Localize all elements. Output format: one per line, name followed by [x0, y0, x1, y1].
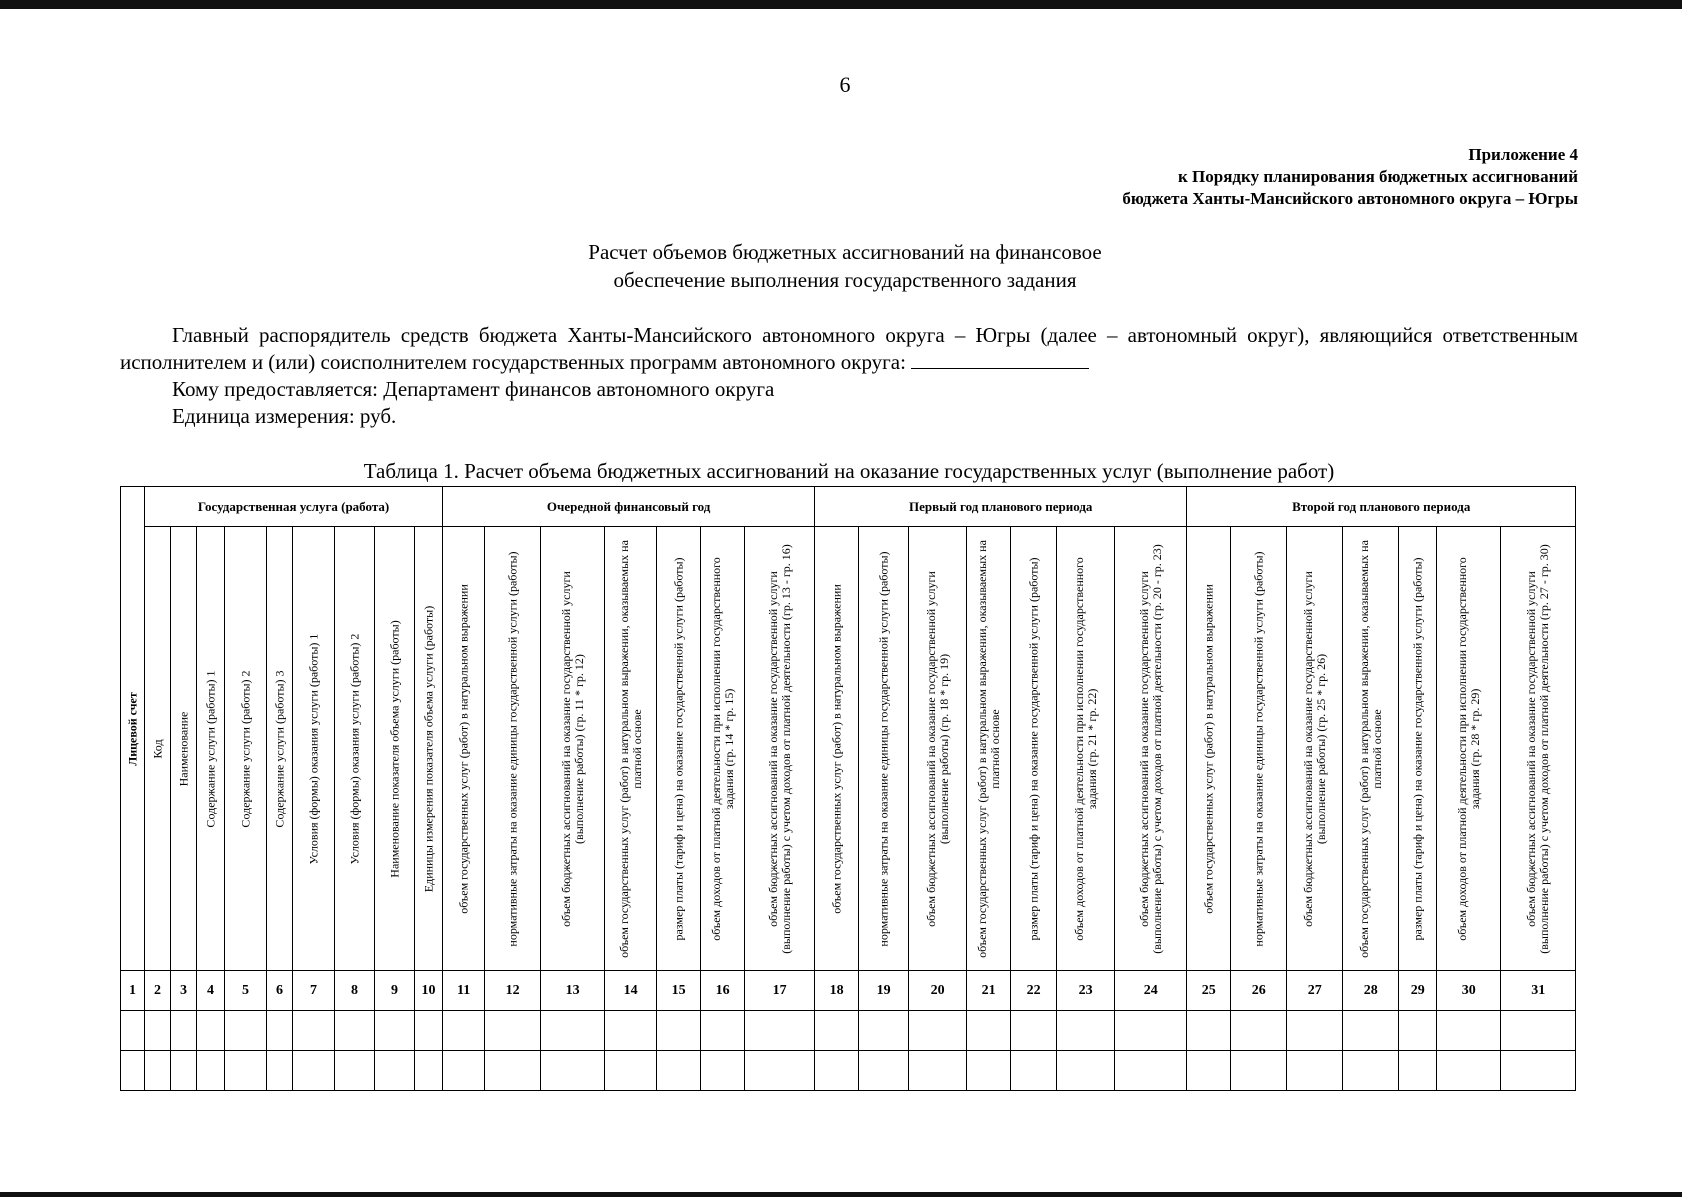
column-header-label: размер платы (тариф и цена) на оказание государственной услуги (работы)	[1026, 556, 1041, 941]
table-cell[interactable]	[1057, 1051, 1115, 1091]
column-header	[375, 527, 415, 971]
column-header	[605, 527, 657, 971]
table-cell[interactable]	[967, 1051, 1011, 1091]
column-header	[267, 527, 293, 971]
table-cell[interactable]	[485, 1051, 541, 1091]
table-cell[interactable]	[1011, 1011, 1057, 1051]
table-cell[interactable]	[415, 1051, 443, 1091]
calculation-table	[120, 486, 1576, 1091]
column-header	[859, 527, 909, 971]
column-number: 14	[605, 971, 657, 1011]
table-cell[interactable]	[145, 1011, 171, 1051]
column-number: 30	[1437, 971, 1501, 1011]
appendix-line-3: бюджета Ханты-Мансийского автономного округа – Югры	[1122, 189, 1578, 208]
table-cell[interactable]	[485, 1011, 541, 1051]
column-header	[909, 527, 967, 971]
table-row	[121, 1051, 1576, 1091]
table-cell[interactable]	[1287, 1011, 1343, 1051]
table-cell[interactable]	[1287, 1051, 1343, 1091]
column-header-label: Код	[150, 738, 164, 759]
column-header-label: объем государственных услуг (работ) в натуральном выражении, оказываемых на платной основе	[616, 539, 644, 958]
table-cell[interactable]	[375, 1011, 415, 1051]
column-header-label: Содержание услуги (работы) 2	[238, 669, 252, 828]
column-header-label: Содержание услуги (работы) 1	[203, 669, 217, 828]
column-number: 10	[415, 971, 443, 1011]
column-number: 20	[909, 971, 967, 1011]
table-cell[interactable]	[1343, 1011, 1399, 1051]
table-cell[interactable]	[1501, 1051, 1576, 1091]
column-number: 1	[121, 971, 145, 1011]
column-number: 31	[1501, 971, 1576, 1011]
column-header-label: нормативные затраты на оказание единицы государственной услуги (работы)	[505, 550, 520, 947]
table-cell[interactable]	[293, 1051, 335, 1091]
table-cell[interactable]	[171, 1011, 197, 1051]
column-header	[1437, 527, 1501, 971]
column-number: 13	[541, 971, 605, 1011]
table-cell[interactable]	[375, 1051, 415, 1091]
column-header-label: объем бюджетных ассигнований на оказание государственной услуги (выполнение работы) с учетом доходов от платной деятельности (гр. 27 - гр. 30)	[1524, 543, 1552, 954]
column-header	[1343, 527, 1399, 971]
appendix-heading	[1122, 144, 1578, 210]
column-number: 23	[1057, 971, 1115, 1011]
table-cell[interactable]	[1343, 1051, 1399, 1091]
table-cell[interactable]	[701, 1051, 745, 1091]
group-header-first-plan-year: Первый год планового периода	[815, 487, 1187, 527]
column-header	[145, 527, 171, 971]
column-number: 3	[171, 971, 197, 1011]
title-line-1: Расчет объемов бюджетных ассигнований на финансовое	[588, 240, 1102, 264]
table-cell[interactable]	[541, 1051, 605, 1091]
table-cell[interactable]	[701, 1011, 745, 1051]
table-cell[interactable]	[335, 1011, 375, 1051]
column-header-label: объем бюджетных ассигнований на оказание государственной услуги (выполнение работы) с учетом доходов от платной деятельности (гр. 13 - гр. 16)	[765, 543, 793, 954]
column-header	[485, 527, 541, 971]
column-header-label: Наименование показателя объема услуги (работы)	[387, 619, 401, 878]
column-number: 25	[1187, 971, 1231, 1011]
table-cell[interactable]	[815, 1011, 859, 1051]
column-header	[443, 527, 485, 971]
intro-block	[120, 322, 1578, 430]
column-header-label: объем бюджетных ассигнований на оказание государственной услуги (выполнение работы) (гр. 25 * гр. 26)	[1300, 570, 1328, 927]
column-header	[1115, 527, 1187, 971]
column-header-label: Содержание услуги (работы) 3	[272, 669, 286, 828]
column-header-label: Наименование	[176, 711, 190, 786]
column-number: 28	[1343, 971, 1399, 1011]
provided-to-line: Кому предоставляется: Департамент финансов автономного округа	[172, 377, 775, 401]
column-number: 7	[293, 971, 335, 1011]
table-cell[interactable]	[121, 1011, 145, 1051]
column-header-label: объем государственных услуг (работ) в натуральном выражении	[456, 583, 471, 914]
table-cell[interactable]	[1115, 1051, 1187, 1091]
table-cell[interactable]	[145, 1051, 171, 1091]
table-row	[121, 1011, 1576, 1051]
column-header-label: объем государственных услуг (работ) в натуральном выражении	[1201, 583, 1216, 914]
table-cell[interactable]	[1187, 1051, 1231, 1091]
table-cell[interactable]	[267, 1051, 293, 1091]
column-header	[121, 487, 145, 971]
column-header	[293, 527, 335, 971]
column-header	[171, 527, 197, 971]
table-cell[interactable]	[443, 1051, 485, 1091]
column-header-label: объем бюджетных ассигнований на оказание государственной услуги (выполнение работы) (гр. 18 * гр. 19)	[923, 570, 951, 927]
column-header-label: объем доходов от платной деятельности при исполнении государственного задания (гр. 21 * гр. 22)	[1071, 556, 1099, 941]
main-manager-paragraph	[120, 322, 1578, 376]
table-cell[interactable]	[967, 1011, 1011, 1051]
table-cell[interactable]	[815, 1051, 859, 1091]
title-line-2: обеспечение выполнения государственного задания	[613, 268, 1077, 292]
column-header-label: нормативные затраты на оказание единицы государственной услуги (работы)	[1251, 550, 1266, 947]
column-header	[1057, 527, 1115, 971]
column-header-label: размер платы (тариф и цена) на оказание государственной услуги (работы)	[671, 556, 686, 941]
table-cell[interactable]	[657, 1011, 701, 1051]
column-header	[541, 527, 605, 971]
column-number: 21	[967, 971, 1011, 1011]
table-cell[interactable]	[909, 1051, 967, 1091]
column-number: 2	[145, 971, 171, 1011]
group-header-service: Государственная услуга (работа)	[145, 487, 443, 527]
table-cell[interactable]	[121, 1051, 145, 1091]
table-cell[interactable]	[909, 1011, 967, 1051]
column-number: 6	[267, 971, 293, 1011]
column-header	[1287, 527, 1343, 971]
column-header-label: Условия (формы) оказания услуги (работы) 1	[306, 633, 320, 864]
column-header	[745, 527, 815, 971]
table-cell[interactable]	[225, 1011, 267, 1051]
page-number: 6	[839, 72, 851, 97]
table-cell[interactable]	[267, 1011, 293, 1051]
main-manager-text: Главный распорядитель средств бюджета Ханты-Мансийского автономного округа – Югры (далее – автономный округ), являющийся ответственным исполнителем и (или) соисполнителем государственных программ автономного округа:	[120, 323, 1578, 374]
column-header-label: размер платы (тариф и цена) на оказание государственной услуги (работы)	[1410, 556, 1425, 941]
column-number: 5	[225, 971, 267, 1011]
column-number: 26	[1231, 971, 1287, 1011]
table-cell[interactable]	[415, 1011, 443, 1051]
column-header-label: объем государственных услуг (работ) в натуральном выражении	[829, 583, 844, 914]
document-title	[0, 238, 1682, 294]
column-header	[1501, 527, 1576, 971]
group-header-second-plan-year: Второй год планового периода	[1187, 487, 1576, 527]
column-number: 29	[1399, 971, 1437, 1011]
column-header-label: объем государственных услуг (работ) в натуральном выражении, оказываемых на платной основе	[1356, 539, 1384, 958]
column-header-label: Лицевой счет	[125, 691, 139, 766]
column-header-label: объем бюджетных ассигнований на оказание государственной услуги (выполнение работы) с учетом доходов от платной деятельности (гр. 20 - гр. 23)	[1136, 543, 1164, 954]
table-cell[interactable]	[1011, 1051, 1057, 1091]
table-cell[interactable]	[1437, 1011, 1501, 1051]
column-header	[1399, 527, 1437, 971]
unit-line: Единица измерения: руб.	[172, 404, 397, 428]
table-cell[interactable]	[225, 1051, 267, 1091]
table-cell[interactable]	[293, 1011, 335, 1051]
table-cell[interactable]	[1057, 1011, 1115, 1051]
column-header-label: объем бюджетных ассигнований на оказание государственной услуги (выполнение работы) (гр. 11 * гр. 12)	[558, 570, 586, 927]
column-header-label: объем доходов от платной деятельности при исполнении государственного задания (гр. 28 * гр. 29)	[1454, 556, 1482, 941]
column-number: 9	[375, 971, 415, 1011]
column-number: 18	[815, 971, 859, 1011]
appendix-line-1: Приложение 4	[1468, 145, 1578, 164]
column-number: 24	[1115, 971, 1187, 1011]
table-cell[interactable]	[1501, 1011, 1576, 1051]
table-cell[interactable]	[1437, 1051, 1501, 1091]
table-cell[interactable]	[657, 1051, 701, 1091]
group-header-row	[121, 487, 1576, 527]
column-header-label: Условия (формы) оказания услуги (работы) 2	[347, 633, 361, 864]
column-header	[815, 527, 859, 971]
column-number: 11	[443, 971, 485, 1011]
column-header	[1231, 527, 1287, 971]
column-header-label: нормативные затраты на оказание единицы государственной услуги (работы)	[876, 550, 891, 947]
bottom-border-line	[0, 1192, 1682, 1197]
table-cell[interactable]	[859, 1011, 909, 1051]
column-header	[1011, 527, 1057, 971]
column-number: 27	[1287, 971, 1343, 1011]
appendix-line-2: к Порядку планирования бюджетных ассигнований	[1178, 167, 1578, 186]
column-header-label: объем государственных услуг (работ) в натуральном выражении, оказываемых на платной основе	[974, 539, 1002, 958]
column-header	[197, 527, 225, 971]
column-header	[415, 527, 443, 971]
column-header	[701, 527, 745, 971]
column-number: 19	[859, 971, 909, 1011]
column-header-label: объем доходов от платной деятельности при исполнении государственного задания (гр. 14 * гр. 15)	[708, 556, 736, 941]
table-cell[interactable]	[605, 1011, 657, 1051]
column-number: 16	[701, 971, 745, 1011]
table-cell[interactable]	[1231, 1011, 1287, 1051]
table-cell[interactable]	[1187, 1011, 1231, 1051]
column-number: 4	[197, 971, 225, 1011]
table-cell[interactable]	[745, 1011, 815, 1051]
table-cell[interactable]	[197, 1051, 225, 1091]
table-cell[interactable]	[1399, 1051, 1437, 1091]
column-number: 15	[657, 971, 701, 1011]
table-cell[interactable]	[335, 1051, 375, 1091]
table-cell[interactable]	[171, 1051, 197, 1091]
column-header	[657, 527, 701, 971]
table-cell[interactable]	[745, 1051, 815, 1091]
table-cell[interactable]	[443, 1011, 485, 1051]
table-cell[interactable]	[1399, 1011, 1437, 1051]
table-cell[interactable]	[541, 1011, 605, 1051]
table-caption: Таблица 1. Расчет объема бюджетных ассигнований на оказание государственных услуг (выполнение работ)	[363, 459, 1335, 483]
table-cell[interactable]	[859, 1051, 909, 1091]
table-cell[interactable]	[197, 1011, 225, 1051]
column-number: 8	[335, 971, 375, 1011]
column-header	[1187, 527, 1231, 971]
column-header-label: Единицы измерения показателя объема услуги (работы)	[421, 605, 436, 892]
column-number: 22	[1011, 971, 1057, 1011]
column-header	[967, 527, 1011, 971]
column-number-row	[121, 971, 1576, 1011]
table-cell[interactable]	[605, 1051, 657, 1091]
column-number: 17	[745, 971, 815, 1011]
table-cell[interactable]	[1231, 1051, 1287, 1091]
fill-in-blank	[911, 350, 1089, 369]
column-header	[335, 527, 375, 971]
table-cell[interactable]	[1115, 1011, 1187, 1051]
column-header-row	[121, 527, 1576, 971]
column-number: 12	[485, 971, 541, 1011]
group-header-next-year: Очередной финансовый год	[443, 487, 815, 527]
top-border-line	[0, 0, 1682, 9]
column-header	[225, 527, 267, 971]
